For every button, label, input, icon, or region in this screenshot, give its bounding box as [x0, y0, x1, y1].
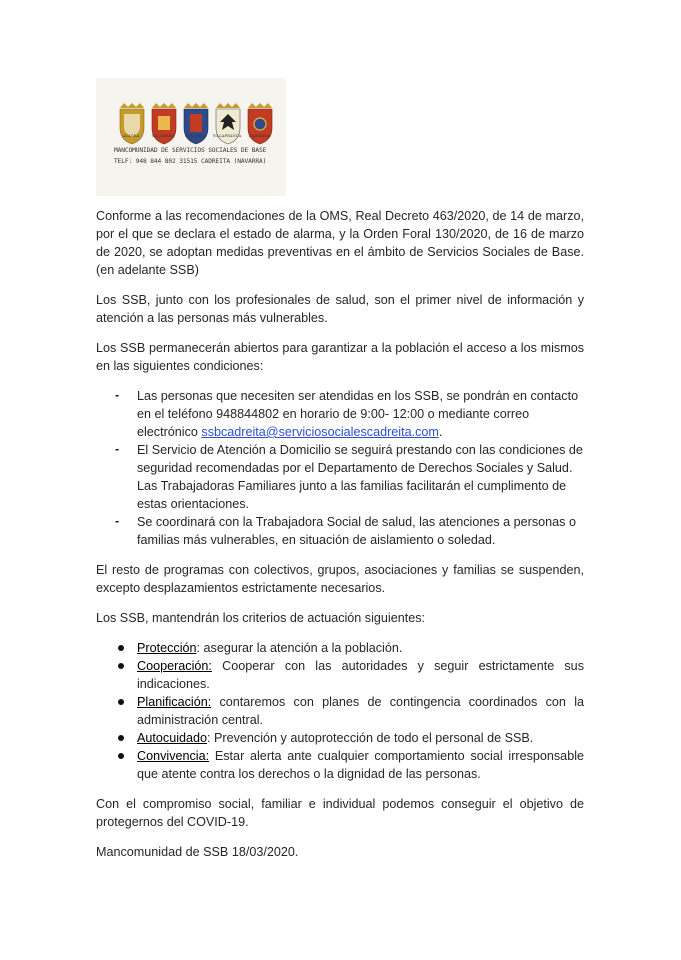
- criteria-list: [96, 639, 584, 783]
- paragraph-conditions-intro: Los SSB permanecerán abiertos para garantizar a la población el acceso a los mismos en las siguientes condiciones:: [96, 341, 584, 373]
- criteria-item: [137, 747, 584, 783]
- email-link[interactable]: ssbcadreita@serviciosocialescadreita.com: [201, 425, 439, 439]
- paragraph-criteria-intro: Los SSB, mantendrán los criterios de actuación siguientes:: [96, 611, 426, 625]
- conditions-list: [96, 387, 584, 549]
- criteria-term: Cooperación:: [137, 659, 212, 673]
- condition-item-home-care: - El Servicio de Atención a Domicilio se seguirá prestando con las condiciones de seguridad recomendadas por el Departamento de Derechos Sociales y Salud. Las Trabajadoras Familiares junto a las familias facilitarán el cumplimento de estas orientaciones.: [137, 441, 584, 513]
- crest-label-milagro: MILAGRO: [185, 134, 205, 138]
- condition-contact-end: .: [438, 425, 443, 439]
- paragraph-intro: Conforme a las recomendaciones de la OMS, Real Decreto 463/2020, de 14 de marzo, por el que se declara el estado de alarma, y la Orden Foral 130/2020, de 16 de marzo de 2020, se adoptan medidas preventivas en el ámbito de Servicios Sociales de Base. (en adelante SSB): [96, 209, 584, 277]
- paragraph-ssb-role: Los SSB, junto con los profesionales de salud, son el primer nivel de información y atención a las personas más vulnerables.: [96, 293, 584, 325]
- condition-item-contact: [137, 387, 584, 441]
- paragraph-programs-suspended: El resto de programas con colectivos, grupos, asociaciones y familias se suspenden, excepto desplazamientos estrictamente necesarios.: [96, 563, 584, 595]
- criteria-item: [137, 657, 584, 693]
- crest-label-villafranca: VILLAFRANCA: [212, 134, 242, 138]
- logo-contact: TELF: 948 844 802 31515 CADREITA (NAVARRA): [114, 158, 267, 165]
- condition-item-coordination: - Se coordinará con la Trabajadora Social de salud, las atenciones a personas o familias más vulnerables, en situación de aislamiento o soledad.: [137, 513, 584, 549]
- condition-contact-text: Las personas que necesiten ser atendidas en los SSB, se pondrán en contacto en el teléfono 948844802 en horario de 9:00- 12:00 o mediante correo electrónico: [137, 389, 579, 439]
- criteria-item: [137, 693, 584, 729]
- crest-label-azagra: AZAGRA: [122, 134, 140, 138]
- logo-title: MANCOMUNIDAD DE SERVICIOS SOCIALES DE BASE: [114, 147, 267, 154]
- criteria-term: Autocuidado: [137, 731, 208, 745]
- criteria-term: Convivencia:: [137, 749, 210, 763]
- document-body: [96, 207, 584, 873]
- crest-label-cadreita: CADREITA: [248, 134, 270, 138]
- mancomunidad-logo: [96, 78, 286, 196]
- criteria-text: Estar alerta ante cualquier comportamiento social irresponsable que atente contra los derechos o la dignidad de las personas.: [137, 749, 584, 781]
- crests-icon: [114, 100, 274, 150]
- criteria-item: [137, 729, 584, 747]
- criteria-text: Cooperar con las autoridades y seguir estrictamente sus indicaciones.: [137, 659, 584, 691]
- paragraph-commitment: Con el compromiso social, familiar e individual podemos conseguir el objetivo de protegernos del COVID-19.: [96, 797, 584, 829]
- paragraph-signature: Mancomunidad de SSB 18/03/2020.: [96, 845, 299, 859]
- criteria-text: contaremos con planes de contingencia coordinados con la administración central.: [137, 695, 584, 727]
- criteria-term: Planificación:: [137, 695, 212, 709]
- criteria-text: : Prevención y autoprotección de todo el personal de SSB.: [207, 731, 534, 745]
- criteria-text: : asegurar la atención a la población.: [196, 641, 403, 655]
- criteria-term: Protección: [137, 641, 197, 655]
- crest-label-valtierra: VALTIERRA: [151, 134, 175, 138]
- criteria-item: [137, 639, 584, 657]
